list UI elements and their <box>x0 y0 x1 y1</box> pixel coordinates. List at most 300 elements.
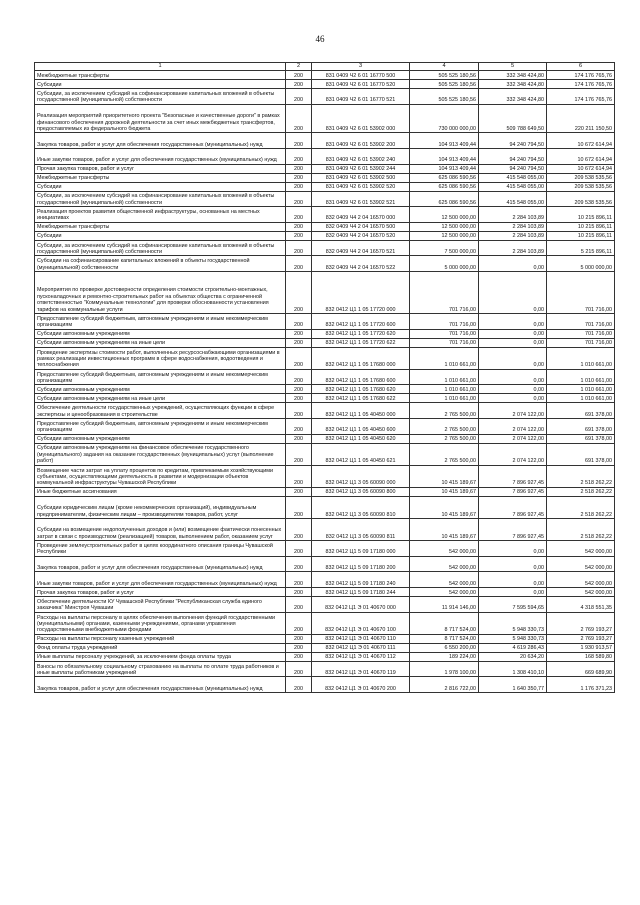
item-name: Расходы на выплаты персоналу в целях обеспечения выполнения функций государственными (муниципальными) органами, казенными учреждениями, органами управления государственными внебюджетными фондами <box>35 612 286 634</box>
executed-amount: 7 595 594,65 <box>479 597 547 613</box>
executed-amount: 1 308 410,10 <box>479 661 547 677</box>
classification-code: 832 0409 Ч4 2 04 16570 520 <box>312 231 410 240</box>
classification-code: 831 0409 Ч2 6 01 53902 240 <box>312 148 410 164</box>
executed-amount: 20 634,20 <box>479 652 547 661</box>
classification-code: 832 0412 Ц1 1 05 17720 600 <box>312 313 410 329</box>
table-row <box>35 634 615 643</box>
line-code: 200 <box>286 588 312 597</box>
table-row <box>35 443 615 465</box>
line-code: 200 <box>286 634 312 643</box>
unexecuted-amount: 542 000,00 <box>547 541 615 557</box>
unexecuted-amount: 701 716,00 <box>547 313 615 329</box>
classification-code: 832 0412 Ц1 5 09 17180 200 <box>312 556 410 572</box>
item-name: Субсидии на софинансирование капитальных вложений в объекты государственной (муниципальной) собственности <box>35 256 286 272</box>
executed-amount: 0,00 <box>479 338 547 347</box>
item-name: Субсидии юридическим лицам (кроме некоммерческих организаций), индивидуальным предпринимателям, физическим лицам – производителям товаров, работ, услуг <box>35 496 286 518</box>
item-name: Субсидии автономным учреждениям на финансовое обеспечение государственного (муниципального) задания на оказание государственных (муниципальных) услуг (выполнение работ) <box>35 443 286 465</box>
line-code: 200 <box>286 338 312 347</box>
approved-amount: 2 765 500,00 <box>410 434 479 443</box>
item-name: Предоставление субсидий бюджетным, автономным учреждениям и иным некоммерческим организациям <box>35 418 286 434</box>
line-code: 200 <box>286 207 312 223</box>
line-code: 200 <box>286 80 312 89</box>
table-row <box>35 222 615 231</box>
classification-code: 832 0412 Ц1 Э 01 40670 110 <box>312 634 410 643</box>
approved-amount: 12 500 000,00 <box>410 231 479 240</box>
item-name: Иные закупки товаров, работ и услуг для обеспечения государственных (муниципальных) нужд <box>35 148 286 164</box>
table-row <box>35 231 615 240</box>
approved-amount: 505 525 180,56 <box>410 89 479 105</box>
executed-amount: 94 240 794,50 <box>479 164 547 173</box>
header-col-1: 1 <box>35 63 286 71</box>
approved-amount: 10 415 189,67 <box>410 496 479 518</box>
unexecuted-amount: 10 672 614,94 <box>547 133 615 149</box>
line-code: 200 <box>286 519 312 541</box>
approved-amount: 8 717 524,00 <box>410 634 479 643</box>
line-code: 200 <box>286 403 312 419</box>
line-code: 200 <box>286 465 312 487</box>
approved-amount: 2 765 500,00 <box>410 443 479 465</box>
classification-code: 832 0412 Ц1 1 05 17720 620 <box>312 329 410 338</box>
approved-amount: 104 913 409,44 <box>410 148 479 164</box>
classification-code: 832 0412 Ц1 1 05 17720 622 <box>312 338 410 347</box>
table-row <box>35 191 615 207</box>
item-name: Закупка товаров, работ и услуг для обеспечения государственных (муниципальных) нужд <box>35 677 286 693</box>
budget-table <box>34 62 615 693</box>
table-row <box>35 418 615 434</box>
executed-amount: 2 074 122,00 <box>479 434 547 443</box>
executed-amount: 415 548 055,00 <box>479 191 547 207</box>
table-row <box>35 677 615 693</box>
classification-code: 832 0412 Ц1 5 09 17180 244 <box>312 588 410 597</box>
executed-amount: 2 284 103,89 <box>479 240 547 256</box>
line-code: 200 <box>286 89 312 105</box>
table-row <box>35 394 615 403</box>
approved-amount: 701 716,00 <box>410 313 479 329</box>
item-name: Межбюджетные трансферты <box>35 173 286 182</box>
executed-amount: 94 240 794,50 <box>479 148 547 164</box>
approved-amount: 6 550 200,00 <box>410 643 479 652</box>
table-row <box>35 652 615 661</box>
unexecuted-amount: 209 538 535,56 <box>547 191 615 207</box>
table-row <box>35 329 615 338</box>
page-number: 46 <box>315 34 325 44</box>
table-row <box>35 487 615 496</box>
item-name: Обеспечение деятельности государственных учреждений, осуществляющих функции в сфере экспертизы и ценообразования в строительстве <box>35 403 286 419</box>
table-row <box>35 385 615 394</box>
unexecuted-amount: 174 176 765,76 <box>547 80 615 89</box>
line-code: 200 <box>286 677 312 693</box>
item-name: Иные бюджетные ассигнования <box>35 487 286 496</box>
unexecuted-amount: 701 716,00 <box>547 329 615 338</box>
table-row <box>35 133 615 149</box>
table-row <box>35 80 615 89</box>
item-name: Прочая закупка товаров, работ и услуг <box>35 588 286 597</box>
classification-code: 831 0409 Ч2 6 01 53902 521 <box>312 191 410 207</box>
table-row <box>35 256 615 272</box>
executed-amount: 0,00 <box>479 271 547 313</box>
executed-amount: 415 548 055,00 <box>479 182 547 191</box>
unexecuted-amount: 2 769 193,27 <box>547 612 615 634</box>
unexecuted-amount: 4 318 551,35 <box>547 597 615 613</box>
header-row <box>35 63 615 71</box>
item-name: Возмещение части затрат на уплату процентов по кредитам, привлекаемым хозяйствующими субъектами, осуществляющими деятельность в развитии и модернизации объектов коммунальной инфраструктуры Чувашской Республики <box>35 465 286 487</box>
unexecuted-amount: 5 215 896,11 <box>547 240 615 256</box>
executed-amount: 7 896 927,45 <box>479 519 547 541</box>
table-row <box>35 104 615 133</box>
item-name: Предоставление субсидий бюджетным, автономным учреждениям и иным некоммерческим организациям <box>35 369 286 385</box>
approved-amount: 2 816 722,00 <box>410 677 479 693</box>
unexecuted-amount: 542 000,00 <box>547 572 615 588</box>
unexecuted-amount: 10 672 614,94 <box>547 148 615 164</box>
approved-amount: 542 000,00 <box>410 541 479 557</box>
unexecuted-amount: 174 176 765,76 <box>547 89 615 105</box>
approved-amount: 625 086 590,56 <box>410 191 479 207</box>
approved-amount: 701 716,00 <box>410 338 479 347</box>
unexecuted-amount: 2 518 262,22 <box>547 496 615 518</box>
approved-amount: 1 010 661,00 <box>410 369 479 385</box>
item-name: Взносы по обязательному социальному страхованию на выплаты по оплате труда работников и иные выплаты работникам учреждений <box>35 661 286 677</box>
approved-amount: 542 000,00 <box>410 588 479 597</box>
executed-amount: 509 788 649,50 <box>479 104 547 133</box>
approved-amount: 10 415 189,67 <box>410 519 479 541</box>
item-name: Проведение землеустроительных работ в целях координатного описания границы Чувашской Республики <box>35 541 286 557</box>
unexecuted-amount: 10 215 896,11 <box>547 222 615 231</box>
approved-amount: 542 000,00 <box>410 556 479 572</box>
unexecuted-amount: 1 010 661,00 <box>547 394 615 403</box>
table-row <box>35 588 615 597</box>
approved-amount: 104 913 409,44 <box>410 164 479 173</box>
unexecuted-amount: 1 010 661,00 <box>547 347 615 369</box>
line-code: 200 <box>286 643 312 652</box>
classification-code: 831 0409 Ч2 6 01 16770 500 <box>312 71 410 80</box>
executed-amount: 2 074 122,00 <box>479 418 547 434</box>
executed-amount: 0,00 <box>479 369 547 385</box>
executed-amount: 0,00 <box>479 541 547 557</box>
unexecuted-amount: 1 010 661,00 <box>547 385 615 394</box>
item-name: Субсидии, за исключением субсидий на софинансирование капитальных вложений в объекты государственной (муниципальной) собственности <box>35 240 286 256</box>
approved-amount: 7 500 000,00 <box>410 240 479 256</box>
classification-code: 832 0412 Ц1 1 05 40450 620 <box>312 434 410 443</box>
item-name: Субсидии автономным учреждениям на иные цели <box>35 338 286 347</box>
table-row <box>35 403 615 419</box>
approved-amount: 189 224,00 <box>410 652 479 661</box>
table-row <box>35 71 615 80</box>
approved-amount: 1 010 661,00 <box>410 394 479 403</box>
item-name: Иные закупки товаров, работ и услуг для обеспечения государственных (муниципальных) нужд <box>35 572 286 588</box>
executed-amount: 1 640 350,77 <box>479 677 547 693</box>
header-col-2: 2 <box>286 63 312 71</box>
line-code: 200 <box>286 329 312 338</box>
line-code: 200 <box>286 313 312 329</box>
item-name: Субсидии, за исключением субсидий на софинансирование капитальных вложений в объекты государственной (муниципальной) собственности <box>35 89 286 105</box>
unexecuted-amount: 209 538 535,56 <box>547 173 615 182</box>
header-col-4: 4 <box>410 63 479 71</box>
item-name: Закупка товаров, работ и услуг для обеспечения государственных (муниципальных) нужд <box>35 133 286 149</box>
table-row <box>35 612 615 634</box>
unexecuted-amount: 691 378,00 <box>547 443 615 465</box>
table-row <box>35 148 615 164</box>
line-code: 200 <box>286 652 312 661</box>
unexecuted-amount: 2 769 193,27 <box>547 634 615 643</box>
classification-code: 832 0412 Ц1 Э 01 40670 119 <box>312 661 410 677</box>
table-header <box>35 63 615 71</box>
line-code: 200 <box>286 182 312 191</box>
classification-code: 832 0412 Ц1 3 05 60090 000 <box>312 465 410 487</box>
unexecuted-amount: 174 176 765,76 <box>547 71 615 80</box>
table-row <box>35 556 615 572</box>
unexecuted-amount: 669 689,90 <box>547 661 615 677</box>
executed-amount: 7 896 927,45 <box>479 496 547 518</box>
header-col-3: 3 <box>312 63 410 71</box>
table-row <box>35 182 615 191</box>
classification-code: 832 0412 Ц1 1 05 17720 000 <box>312 271 410 313</box>
table-row <box>35 434 615 443</box>
table-row <box>35 271 615 313</box>
approved-amount: 542 000,00 <box>410 572 479 588</box>
line-code: 200 <box>286 164 312 173</box>
item-name: Субсидии автономным учреждениям <box>35 385 286 394</box>
line-code: 200 <box>286 271 312 313</box>
executed-amount: 332 348 424,80 <box>479 80 547 89</box>
item-name: Прочая закупка товаров, работ и услуг <box>35 164 286 173</box>
executed-amount: 0,00 <box>479 385 547 394</box>
line-code: 200 <box>286 443 312 465</box>
line-code: 200 <box>286 434 312 443</box>
item-name: Реализация мероприятий приоритетного проекта "Безопасные и качественные дороги" в рамках финансового обеспечения дорожной деятельности за счет иных межбюджетных трансфертов, предоставляемых из федерального бюджета <box>35 104 286 133</box>
executed-amount: 332 348 424,80 <box>479 71 547 80</box>
line-code: 200 <box>286 256 312 272</box>
item-name: Иные выплаты персоналу учреждений, за исключением фонда оплаты труда <box>35 652 286 661</box>
unexecuted-amount: 2 518 262,22 <box>547 465 615 487</box>
item-name: Субсидии <box>35 231 286 240</box>
line-code: 200 <box>286 71 312 80</box>
unexecuted-amount: 691 378,00 <box>547 418 615 434</box>
table-row <box>35 240 615 256</box>
line-code: 200 <box>286 572 312 588</box>
classification-code: 832 0409 Ч4 2 04 16570 522 <box>312 256 410 272</box>
line-code: 200 <box>286 222 312 231</box>
item-name: Расходы на выплаты персоналу казенных учреждений <box>35 634 286 643</box>
unexecuted-amount: 701 716,00 <box>547 338 615 347</box>
table-row <box>35 643 615 652</box>
line-code: 200 <box>286 104 312 133</box>
classification-code: 832 0412 Ц1 Э 01 40670 111 <box>312 643 410 652</box>
approved-amount: 12 500 000,00 <box>410 207 479 223</box>
unexecuted-amount: 542 000,00 <box>547 556 615 572</box>
classification-code: 832 0412 Ц1 Э 01 40670 200 <box>312 677 410 693</box>
executed-amount: 2 074 122,00 <box>479 403 547 419</box>
executed-amount: 5 948 330,73 <box>479 612 547 634</box>
classification-code: 832 0412 Ц1 5 09 17180 240 <box>312 572 410 588</box>
unexecuted-amount: 701 716,00 <box>547 271 615 313</box>
unexecuted-amount: 10 672 614,94 <box>547 164 615 173</box>
unexecuted-amount: 542 000,00 <box>547 588 615 597</box>
item-name: Субсидии автономным учреждениям <box>35 434 286 443</box>
table-row <box>35 347 615 369</box>
table-row <box>35 572 615 588</box>
approved-amount: 1 010 661,00 <box>410 347 479 369</box>
item-name: Субсидии на возмещение недополученных доходов и (или) возмещение фактически понесенных затрат в связи с производством (реализацией) товаров, выполнением работ, оказанием услуг <box>35 519 286 541</box>
unexecuted-amount: 209 538 535,56 <box>547 182 615 191</box>
line-code: 200 <box>286 394 312 403</box>
unexecuted-amount: 5 000 000,00 <box>547 256 615 272</box>
classification-code: 832 0412 Ц1 1 05 17680 600 <box>312 369 410 385</box>
item-name: Фонд оплаты труда учреждений <box>35 643 286 652</box>
unexecuted-amount: 168 589,80 <box>547 652 615 661</box>
approved-amount: 10 415 189,67 <box>410 465 479 487</box>
executed-amount: 0,00 <box>479 588 547 597</box>
line-code: 200 <box>286 191 312 207</box>
table-row <box>35 661 615 677</box>
classification-code: 831 0409 Ч2 6 01 53902 520 <box>312 182 410 191</box>
item-name: Субсидии автономным учреждениям <box>35 329 286 338</box>
classification-code: 831 0409 Ч2 6 01 53902 200 <box>312 133 410 149</box>
executed-amount: 94 240 794,50 <box>479 133 547 149</box>
item-name: Проведение экспертизы стоимости работ, выполненных ресурсоснабжающими организациями в рамках реализации инвестиционных программ в сфере водоснабжения, водоотведения и теплоснабжения <box>35 347 286 369</box>
approved-amount: 2 765 500,00 <box>410 403 479 419</box>
executed-amount: 0,00 <box>479 313 547 329</box>
executed-amount: 415 548 055,00 <box>479 173 547 182</box>
header-col-5: 5 <box>479 63 547 71</box>
item-name: Субсидии <box>35 182 286 191</box>
unexecuted-amount: 2 518 262,22 <box>547 487 615 496</box>
approved-amount: 701 716,00 <box>410 329 479 338</box>
line-code: 200 <box>286 597 312 613</box>
approved-amount: 1 010 661,00 <box>410 385 479 394</box>
item-name: Мероприятия по проверке достоверности определения стоимости строительно-монтажных, пусконаладочных и ремонтно-строительных работ на объектах общества с ограниченной ответственностью "Коммунальные технологии" для проверки обоснованности установления тарифов на коммунальные услуги <box>35 271 286 313</box>
item-name: Межбюджетные трансферты <box>35 222 286 231</box>
classification-code: 832 0412 Ц1 3 05 60090 811 <box>312 519 410 541</box>
classification-code: 832 0409 Ч4 2 04 16570 000 <box>312 207 410 223</box>
classification-code: 831 0409 Ч2 6 01 16770 520 <box>312 80 410 89</box>
classification-code: 831 0409 Ч2 6 01 53902 244 <box>312 164 410 173</box>
classification-code: 832 0409 Ч4 2 04 16570 521 <box>312 240 410 256</box>
unexecuted-amount: 10 215 896,11 <box>547 207 615 223</box>
approved-amount: 625 086 590,56 <box>410 173 479 182</box>
item-name: Закупка товаров, работ и услуг для обеспечения государственных (муниципальных) нужд <box>35 556 286 572</box>
line-code: 200 <box>286 347 312 369</box>
classification-code: 832 0412 Ц1 Э 01 40670 000 <box>312 597 410 613</box>
approved-amount: 505 525 180,56 <box>410 71 479 80</box>
classification-code: 832 0412 Ц1 1 05 17680 000 <box>312 347 410 369</box>
table-row <box>35 597 615 613</box>
executed-amount: 0,00 <box>479 329 547 338</box>
item-name: Межбюджетные трансферты <box>35 71 286 80</box>
classification-code: 831 0409 Ч2 6 01 16770 521 <box>312 89 410 105</box>
executed-amount: 5 948 330,73 <box>479 634 547 643</box>
line-code: 200 <box>286 496 312 518</box>
line-code: 200 <box>286 541 312 557</box>
approved-amount: 2 765 500,00 <box>410 418 479 434</box>
approved-amount: 625 086 590,56 <box>410 182 479 191</box>
line-code: 200 <box>286 369 312 385</box>
unexecuted-amount: 10 215 896,11 <box>547 231 615 240</box>
table-row <box>35 541 615 557</box>
classification-code: 832 0412 Ц1 1 05 40450 621 <box>312 443 410 465</box>
line-code: 200 <box>286 556 312 572</box>
classification-code: 832 0412 Ц1 1 05 40450 600 <box>312 418 410 434</box>
executed-amount: 332 348 424,80 <box>479 89 547 105</box>
classification-code: 832 0409 Ч4 2 04 16570 500 <box>312 222 410 231</box>
approved-amount: 8 717 524,00 <box>410 612 479 634</box>
table-row <box>35 496 615 518</box>
approved-amount: 701 716,00 <box>410 271 479 313</box>
approved-amount: 730 000 000,00 <box>410 104 479 133</box>
executed-amount: 2 284 103,89 <box>479 222 547 231</box>
line-code: 200 <box>286 231 312 240</box>
line-code: 200 <box>286 385 312 394</box>
line-code: 200 <box>286 661 312 677</box>
line-code: 200 <box>286 133 312 149</box>
executed-amount: 0,00 <box>479 556 547 572</box>
unexecuted-amount: 691 378,00 <box>547 434 615 443</box>
table-row <box>35 519 615 541</box>
classification-code: 831 0409 Ч2 6 01 53902 000 <box>312 104 410 133</box>
approved-amount: 5 000 000,00 <box>410 256 479 272</box>
table-row <box>35 313 615 329</box>
table-row <box>35 89 615 105</box>
item-name: Субсидии автономным учреждениям на иные цели <box>35 394 286 403</box>
executed-amount: 0,00 <box>479 256 547 272</box>
classification-code: 832 0412 Ц1 1 05 40450 000 <box>312 403 410 419</box>
unexecuted-amount: 220 211 150,50 <box>547 104 615 133</box>
executed-amount: 2 284 103,89 <box>479 207 547 223</box>
line-code: 200 <box>286 173 312 182</box>
approved-amount: 10 415 189,67 <box>410 487 479 496</box>
unexecuted-amount: 1 010 661,00 <box>547 369 615 385</box>
classification-code: 832 0412 Ц1 Э 01 40670 112 <box>312 652 410 661</box>
executed-amount: 2 284 103,89 <box>479 231 547 240</box>
table-row <box>35 465 615 487</box>
executed-amount: 4 619 286,43 <box>479 643 547 652</box>
item-name: Предоставление субсидий бюджетным, автономным учреждениям и иным некоммерческим организациям <box>35 313 286 329</box>
table-row <box>35 369 615 385</box>
line-code: 200 <box>286 418 312 434</box>
approved-amount: 11 914 146,00 <box>410 597 479 613</box>
table-row <box>35 173 615 182</box>
executed-amount: 0,00 <box>479 394 547 403</box>
executed-amount: 0,00 <box>479 572 547 588</box>
approved-amount: 104 913 409,44 <box>410 133 479 149</box>
item-name: Обеспечение деятельности КУ Чувашской Республики "Республиканская служба единого заказчика" Минстроя Чувашии <box>35 597 286 613</box>
item-name: Субсидии, за исключением субсидий на софинансирование капитальных вложений в объекты государственной (муниципальной) собственности <box>35 191 286 207</box>
approved-amount: 505 525 180,56 <box>410 80 479 89</box>
executed-amount: 2 074 122,00 <box>479 443 547 465</box>
line-code: 200 <box>286 612 312 634</box>
table-row <box>35 164 615 173</box>
executed-amount: 0,00 <box>479 347 547 369</box>
classification-code: 832 0412 Ц1 3 05 60090 800 <box>312 487 410 496</box>
unexecuted-amount: 1 930 913,57 <box>547 643 615 652</box>
header-col-6: 6 <box>547 63 615 71</box>
classification-code: 832 0412 Ц1 3 05 60090 810 <box>312 496 410 518</box>
classification-code: 832 0412 Ц1 Э 01 40670 100 <box>312 612 410 634</box>
approved-amount: 12 500 000,00 <box>410 222 479 231</box>
classification-code: 832 0412 Ц1 1 05 17680 622 <box>312 394 410 403</box>
item-name: Реализация проектов развития общественной инфраструктуры, основанных на местных инициативах <box>35 207 286 223</box>
table-body <box>35 71 615 693</box>
classification-code: 832 0412 Ц1 5 09 17180 000 <box>312 541 410 557</box>
line-code: 200 <box>286 487 312 496</box>
approved-amount: 1 978 100,00 <box>410 661 479 677</box>
classification-code: 831 0409 Ч2 6 01 53902 500 <box>312 173 410 182</box>
classification-code: 832 0412 Ц1 1 05 17680 620 <box>312 385 410 394</box>
unexecuted-amount: 2 518 262,22 <box>547 519 615 541</box>
table-row <box>35 207 615 223</box>
executed-amount: 7 896 927,45 <box>479 465 547 487</box>
unexecuted-amount: 1 176 371,23 <box>547 677 615 693</box>
executed-amount: 7 896 927,45 <box>479 487 547 496</box>
